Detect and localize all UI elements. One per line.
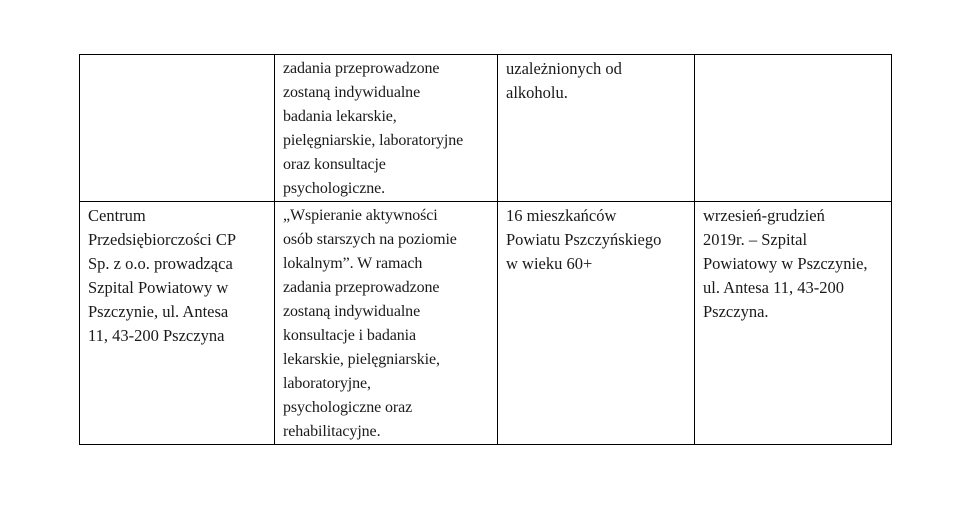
- table-cell: [498, 55, 695, 202]
- document-table: [79, 54, 892, 445]
- table-row: [80, 55, 892, 202]
- cell-text: uzależnionych od alkoholu.: [506, 59, 622, 102]
- cell-text: Centrum Przedsiębiorczości CP Sp. z o.o. prowadząca Szpital Powiatowy w Pszczynie, ul. Antesa 11, 43-200 Pszczyna: [88, 206, 237, 345]
- cell-text: „Wspieranie aktywności osób starszych na poziomie lokalnym”. W ramach zadania przeprowadzone zostaną indywidualne konsultacje i badania lekarskie, pielęgniarskie, laboratoryjne, psychologiczne oraz rehabilitacyjne.: [283, 207, 457, 440]
- cell-text: zadania przeprowadzone zostaną indywidualne badania lekarskie, pielęgniarskie, laboratoryjne oraz konsultacje psychologiczne.: [283, 60, 464, 197]
- table-cell: [275, 202, 498, 445]
- table-cell: [695, 55, 892, 202]
- cell-text: wrzesień-grudzień 2019r. – Szpital Powiatowy w Pszczynie, ul. Antesa 11, 43-200 Pszczyna.: [703, 206, 868, 321]
- table-cell: [80, 55, 275, 202]
- table-row: [80, 202, 892, 445]
- cell-text: 16 mieszkańców Powiatu Pszczyńskiego w wieku 60+: [506, 206, 662, 273]
- table-cell: [80, 202, 275, 445]
- table-cell: [695, 202, 892, 445]
- table-cell: [275, 55, 498, 202]
- table-cell: [498, 202, 695, 445]
